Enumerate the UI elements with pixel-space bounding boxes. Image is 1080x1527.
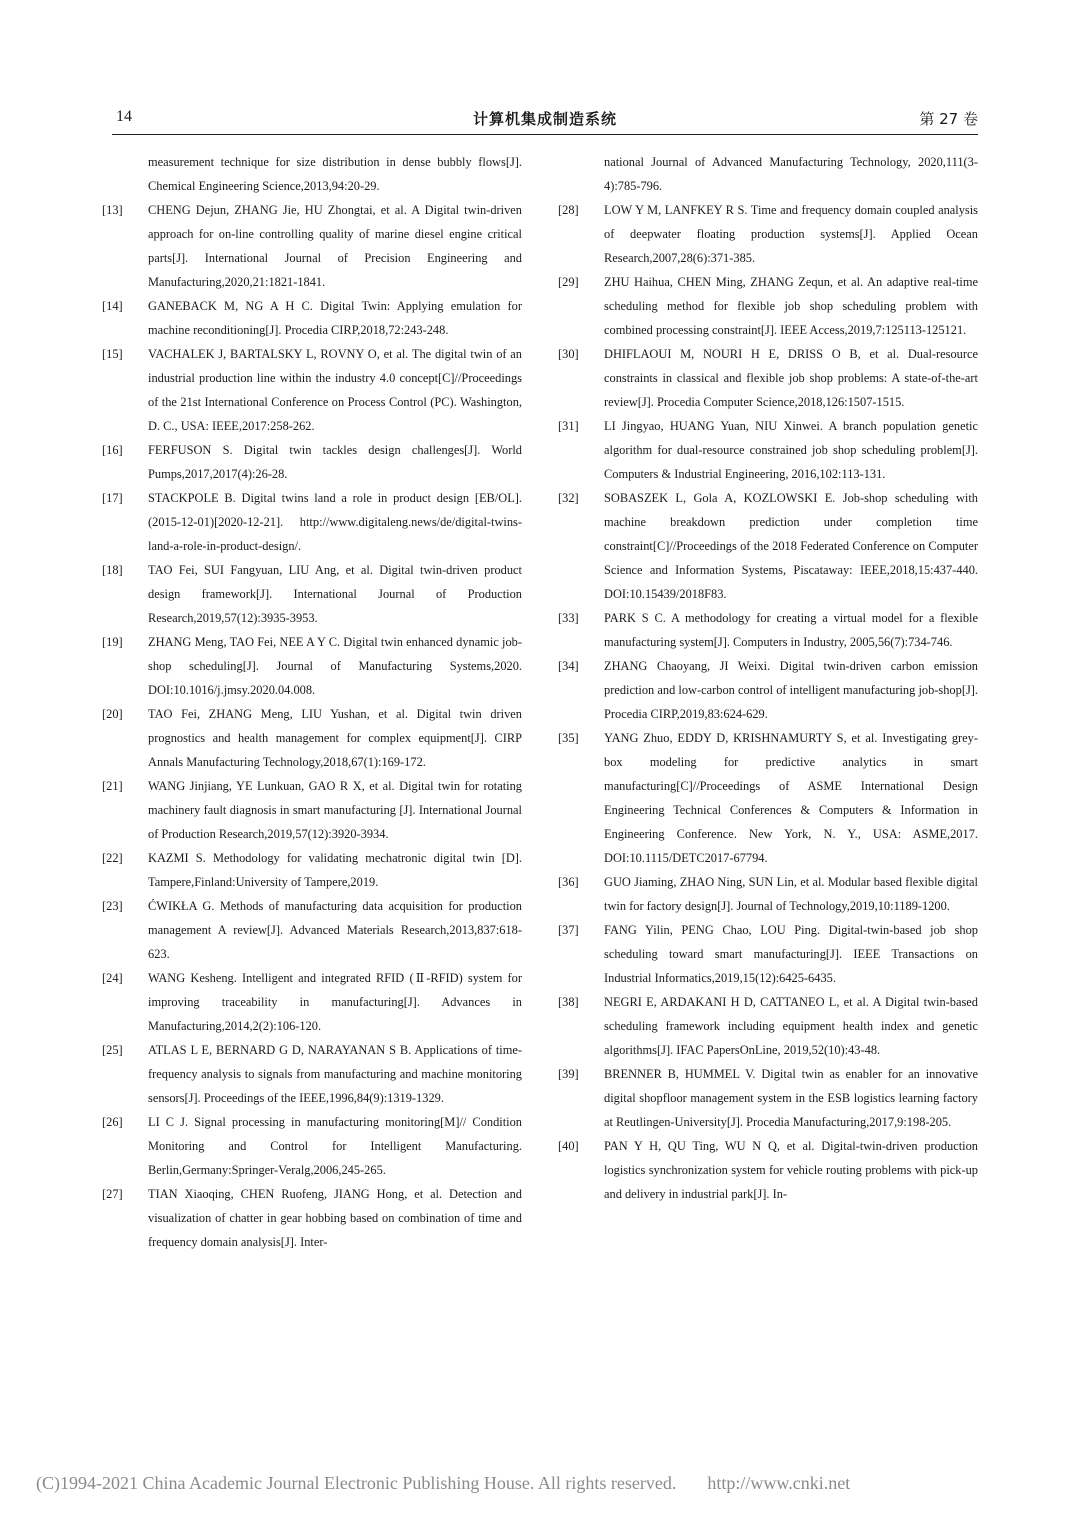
page-header	[112, 104, 978, 135]
reference-number: [22]	[102, 851, 123, 865]
reference-item	[558, 1134, 978, 1206]
reference-text: STACKPOLE B. Digital twins land a role in product design [EB/OL]. (2015-12-01)[2020-12-21]. http://www.digitaleng.news/de/digital-twins-land-a-role-in-product-design/.	[148, 491, 522, 553]
reference-number	[558, 150, 604, 198]
reference-text: WANG Jinjiang, YE Lunkuan, GAO R X, et al. Digital twin for rotating machinery fault diagnosis in smart manufacturing [J]. International Journal of Production Research,2019,57(12):3920-3934.	[148, 779, 522, 841]
reference-number: [24]	[102, 971, 123, 985]
reference-number: [17]	[102, 491, 123, 505]
reference-number: [31]	[558, 419, 579, 433]
reference-number: [23]	[102, 899, 123, 913]
reference-number: [14]	[102, 299, 123, 313]
copyright-text: (C)1994-2021 China Academic Journal Electronic Publishing House. All rights reserved.	[36, 1473, 677, 1493]
reference-item	[558, 270, 978, 342]
footer-url[interactable]: http://www.cnki.net	[707, 1473, 851, 1493]
reference-number: [15]	[102, 347, 123, 361]
reference-text: ZHU Haihua, CHEN Ming, ZHANG Zequn, et al. An adaptive real-time scheduling method for flexible job shop scheduling problem with combined processing constraint[J]. IEEE Access,2019,7:125113-125121.	[604, 275, 978, 337]
reference-text: PARK S C. A methodology for creating a virtual model for a flexible manufacturing system[J]. Computers in Industry, 2005,56(7):734-746.	[604, 611, 978, 649]
reference-text: ATLAS L E, BERNARD G D, NARAYANAN S B. Applications of time-frequency analysis to signals from manufacturing and machine monitoring sensors[J]. Proceedings of the IEEE,1996,84(9):1319-1329.	[148, 1043, 522, 1105]
reference-text: TIAN Xiaoqing, CHEN Ruofeng, JIANG Hong, et al. Detection and visualization of chatter in gear hobbing based on combination of time and frequency domain analysis[J]. Inter-	[148, 1187, 522, 1249]
reference-number: [26]	[102, 1115, 123, 1129]
reference-item	[102, 1110, 522, 1182]
reference-text: PAN Y H, QU Ting, WU N Q, et al. Digital-twin-driven production logistics synchronization system for vehicle routing problems with pick-up and delivery in industrial park[J]. In-	[604, 1139, 978, 1201]
reference-item	[102, 630, 522, 702]
reference-text: ĆWIKŁA G. Methods of manufacturing data acquisition for production management A review[J]. Advanced Materials Research,2013,837:618-623.	[148, 899, 522, 961]
reference-item	[558, 486, 978, 606]
reference-text: LI C J. Signal processing in manufacturing monitoring[M]// Condition Monitoring and Control for Intelligent Manufacturing. Berlin,Germany:Springer-Veralg,2006,245-265.	[148, 1115, 522, 1177]
reference-number: [21]	[102, 779, 123, 793]
reference-text: ZHANG Meng, TAO Fei, NEE A Y C. Digital twin enhanced dynamic job-shop scheduling[J]. Journal of Manufacturing Systems,2020. DOI:10.1016/j.jmsy.2020.04.008.	[148, 635, 522, 697]
page-number: 14	[116, 108, 132, 125]
reference-item	[102, 966, 522, 1038]
reference-text: national Journal of Advanced Manufacturing Technology, 2020,111(3-4):785-796.	[604, 155, 978, 193]
reference-number: [28]	[558, 203, 579, 217]
reference-number: [34]	[558, 659, 579, 673]
reference-number: [37]	[558, 923, 579, 937]
reference-text: VACHALEK J, BARTALSKY L, ROVNY O, et al. The digital twin of an industrial production line within the industry 4.0 concept[C]//Proceedings of the 21st International Conference on Process Control (PC). Washington, D. C., USA: IEEE,2017:258-262.	[148, 347, 522, 433]
reference-item	[558, 1062, 978, 1134]
reference-item	[102, 702, 522, 774]
reference-item	[102, 438, 522, 486]
volume-label: 第 27 卷	[919, 110, 978, 128]
reference-text: CHENG Dejun, ZHANG Jie, HU Zhongtai, et al. A Digital twin-driven approach for on-line controlling quality of marine diesel engine critical parts[J]. International Journal of Precision Engineering and Manufacturing,2020,21:1821-1841.	[148, 203, 522, 289]
reference-text: NEGRI E, ARDAKANI H D, CATTANEO L, et al. A Digital twin-based scheduling framework including equipment health index and genetic algorithms[J]. IFAC PapersOnLine, 2019,52(10):43-48.	[604, 995, 978, 1057]
reference-number: [27]	[102, 1187, 123, 1201]
reference-item	[558, 726, 978, 870]
copyright-footer	[36, 1473, 1046, 1494]
reference-number: [25]	[102, 1043, 123, 1057]
right-reference-column	[558, 150, 978, 1206]
reference-number: [38]	[558, 995, 579, 1009]
reference-item	[102, 894, 522, 966]
reference-number: [40]	[558, 1139, 579, 1153]
reference-text: LOW Y M, LANFKEY R S. Time and frequency domain coupled analysis of deepwater floating production systems[J]. Applied Ocean Research,2007,28(6):371-385.	[604, 203, 978, 265]
reference-number: [29]	[558, 275, 579, 289]
reference-item	[558, 654, 978, 726]
reference-text: ZHANG Chaoyang, JI Weixi. Digital twin-driven carbon emission prediction and low-carbon control of intelligent manufacturing job-shop[J]. Procedia CIRP,2019,83:624-629.	[604, 659, 978, 721]
reference-text: GANEBACK M, NG A H C. Digital Twin: Applying emulation for machine reconditioning[J]. Procedia CIRP,2018,72:243-248.	[148, 299, 522, 337]
reference-text: measurement technique for size distribution in dense bubbly flows[J]. Chemical Engineering Science,2013,94:20-29.	[148, 155, 522, 193]
reference-number: [35]	[558, 731, 579, 745]
reference-text: DHIFLAOUI M, NOURI H E, DRISS O B, et al. Dual-resource constraints in classical and flexible job shop problems: A state-of-the-art review[J]. Procedia Computer Science,2018,126:1507-1515.	[604, 347, 978, 409]
reference-item	[558, 198, 978, 270]
reference-number: [39]	[558, 1067, 579, 1081]
reference-number: [30]	[558, 347, 579, 361]
reference-item	[558, 414, 978, 486]
reference-item	[102, 294, 522, 342]
reference-number: [33]	[558, 611, 579, 625]
reference-text: KAZMI S. Methodology for validating mechatronic digital twin [D]. Tampere,Finland:University of Tampere,2019.	[148, 851, 522, 889]
reference-text: TAO Fei, SUI Fangyuan, LIU Ang, et al. Digital twin-driven product design framework[J]. International Journal of Production Research,2019,57(12):3935-3953.	[148, 563, 522, 625]
reference-text: BRENNER B, HUMMEL V. Digital twin as enabler for an innovative digital shopfloor management system in the ESB logistics learning factory at Reutlingen-University[J]. Procedia Manufacturing,2017,9:198-205.	[604, 1067, 978, 1129]
reference-continuation	[102, 150, 522, 198]
reference-item	[558, 342, 978, 414]
reference-number: [19]	[102, 635, 123, 649]
reference-number: [20]	[102, 707, 123, 721]
reference-item	[558, 870, 978, 918]
reference-text: WANG Kesheng. Intelligent and integrated RFID (Ⅱ-RFID) system for improving traceability in manufacturing[J]. Advances in Manufacturing,2014,2(2):106-120.	[148, 971, 522, 1033]
reference-text: FANG Yilin, PENG Chao, LOU Ping. Digital-twin-based job shop scheduling toward smart manufacturing[J]. IEEE Transactions on Industrial Informatics,2019,15(12):6425-6435.	[604, 923, 978, 985]
reference-number: [18]	[102, 563, 123, 577]
reference-item	[558, 990, 978, 1062]
reference-number	[102, 150, 148, 198]
reference-continuation	[558, 150, 978, 198]
reference-number: [32]	[558, 491, 579, 505]
reference-item	[102, 558, 522, 630]
reference-text: LI Jingyao, HUANG Yuan, NIU Xinwei. A branch population genetic algorithm for dual-resource constrained job shop scheduling problem[J]. Computers & Industrial Engineering, 2016,102:113-131.	[604, 419, 978, 481]
reference-number: [16]	[102, 443, 123, 457]
reference-number: [36]	[558, 875, 579, 889]
reference-item	[558, 606, 978, 654]
reference-text: GUO Jiaming, ZHAO Ning, SUN Lin, et al. Modular based flexible digital twin for factory design[J]. Journal of Technology,2019,10:1189-1200.	[604, 875, 978, 913]
reference-item	[102, 486, 522, 558]
reference-item	[102, 1038, 522, 1110]
reference-text: SOBASZEK L, Gola A, KOZLOWSKI E. Job-shop scheduling with machine breakdown prediction under completion time constraint[C]//Proceedings of the 2018 Federated Conference on Computer Science and Information Systems, Piscataway: IEEE,2018,15:437-440. DOI:10.15439/2018F83.	[604, 491, 978, 601]
reference-item	[102, 1182, 522, 1254]
journal-title: 计算机集成制造系统	[472, 110, 617, 128]
reference-text: TAO Fei, ZHANG Meng, LIU Yushan, et al. Digital twin driven prognostics and health management for complex equipment[J]. CIRP Annals Manufacturing Technology,2018,67(1):169-172.	[148, 707, 522, 769]
reference-text: FERFUSON S. Digital twin tackles design challenges[J]. World Pumps,2017,2017(4):26-28.	[148, 443, 522, 481]
reference-item	[102, 342, 522, 438]
reference-item	[558, 918, 978, 990]
left-reference-column	[102, 150, 522, 1254]
reference-number: [13]	[102, 203, 123, 217]
reference-item	[102, 774, 522, 846]
reference-text: YANG Zhuo, EDDY D, KRISHNAMURTY S, et al. Investigating grey-box modeling for predictive analytics in smart manufacturing[C]//Proceedings of ASME International Design Engineering Technical Conferences & Computers & Information in Engineering Conference. New York, N. Y., USA: ASME,2017. DOI:10.1115/DETC2017-67794.	[604, 731, 978, 865]
reference-item	[102, 198, 522, 294]
reference-item	[102, 846, 522, 894]
